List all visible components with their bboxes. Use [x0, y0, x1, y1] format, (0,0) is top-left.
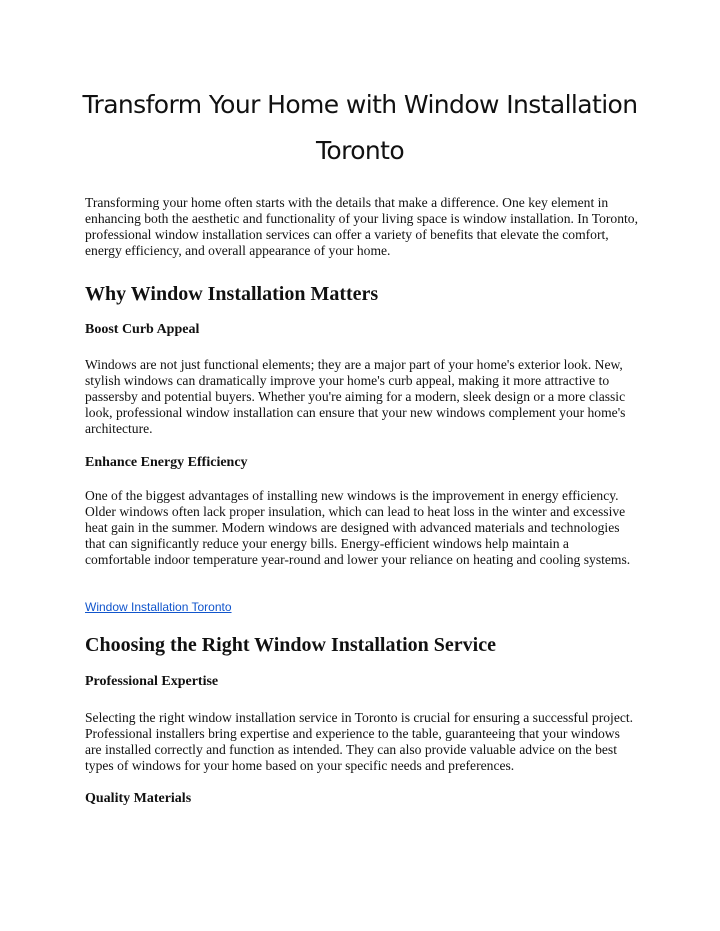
subheading-quality-materials: Quality Materials [85, 791, 192, 806]
window-installation-link[interactable]: Window Installation Toronto [85, 600, 232, 614]
section-heading-why: Why Window Installation Matters [85, 283, 379, 305]
energy-efficiency-paragraph: One of the biggest advantages of installing new windows is the improvement in energy efficiency. Older windows often lack proper insulation, which can lead to heat loss in the winter and excessive heat gain in the summer. Modern windows are designed with advanced materials and technologies that can significantly reduce your energy bills. Energy-efficient windows help maintain a comfortable indoor temperature year-round and lower your reliance on heating and cooling systems. [85, 488, 631, 567]
page-title: Transform Your Home with Window Installation Toronto [82, 90, 638, 165]
subheading-energy-efficiency: Enhance Energy Efficiency [85, 455, 248, 470]
subheading-curb-appeal: Boost Curb Appeal [85, 322, 200, 337]
section-heading-choosing: Choosing the Right Window Installation Service [85, 634, 496, 656]
subheading-professional-expertise: Professional Expertise [85, 674, 219, 689]
professional-expertise-paragraph: Selecting the right window installation service in Toronto is crucial for ensuring a successful project. Professional installers bring expertise and experience to the table, guaranteeing that your windows are installed correctly and function as intended. They can also provide valuable advice on the best types of windows for your home based on your specific needs and preferences. [85, 710, 634, 773]
intro-paragraph: Transforming your home often starts with the details that make a difference. One key element in enhancing both the aesthetic and functionality of your living space is window installation. In Toronto, professional window installation services can offer a variety of benefits that elevate the comfort, energy efficiency, and overall appearance of your home. [85, 195, 639, 258]
curb-appeal-paragraph: Windows are not just functional elements; they are a major part of your home's exterior look. New, stylish windows can dramatically improve your home's curb appeal, making it more attractive to passersby and potential buyers. Whether you're aiming for a modern, sleek design or a more classic look, professional window installation can ensure that your new windows complement your home's architecture. [85, 357, 626, 436]
